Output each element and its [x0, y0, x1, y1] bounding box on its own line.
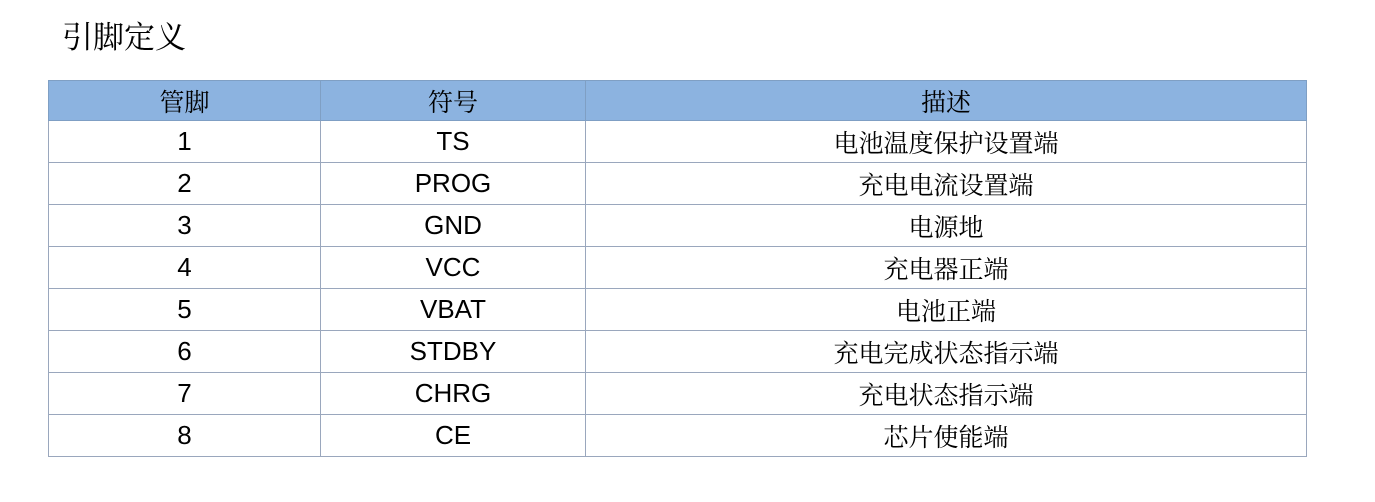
- column-header-symbol: 符号: [321, 81, 586, 121]
- table-row: [49, 205, 1307, 247]
- cell-pin: 3: [49, 205, 321, 247]
- cell-description: 电源地: [586, 205, 1307, 247]
- cell-symbol: CHRG: [321, 373, 586, 415]
- cell-symbol: PROG: [321, 163, 586, 205]
- pin-definition-table: [48, 80, 1307, 457]
- cell-description: 芯片使能端: [586, 415, 1307, 457]
- table-header-row: [49, 81, 1307, 121]
- table-body: [49, 121, 1307, 457]
- cell-description: 电池正端: [586, 289, 1307, 331]
- table-row: [49, 163, 1307, 205]
- table-row: [49, 373, 1307, 415]
- cell-symbol: STDBY: [321, 331, 586, 373]
- cell-description: 充电状态指示端: [586, 373, 1307, 415]
- cell-symbol: CE: [321, 415, 586, 457]
- table-row: [49, 121, 1307, 163]
- cell-pin: 2: [49, 163, 321, 205]
- cell-description: 充电器正端: [586, 247, 1307, 289]
- cell-symbol: VCC: [321, 247, 586, 289]
- table-row: [49, 415, 1307, 457]
- cell-description: 充电电流设置端: [586, 163, 1307, 205]
- cell-pin: 6: [49, 331, 321, 373]
- cell-symbol: GND: [321, 205, 586, 247]
- cell-description: 电池温度保护设置端: [586, 121, 1307, 163]
- cell-symbol: VBAT: [321, 289, 586, 331]
- column-header-description: 描述: [586, 81, 1307, 121]
- cell-pin: 8: [49, 415, 321, 457]
- cell-pin: 5: [49, 289, 321, 331]
- table-row: [49, 247, 1307, 289]
- table-row: [49, 289, 1307, 331]
- cell-description: 充电完成状态指示端: [586, 331, 1307, 373]
- column-header-pin: 管脚: [49, 81, 321, 121]
- page-title: 引脚定义: [62, 20, 186, 55]
- table-header: [49, 81, 1307, 121]
- cell-pin: 4: [49, 247, 321, 289]
- cell-pin: 1: [49, 121, 321, 163]
- cell-pin: 7: [49, 373, 321, 415]
- table-row: [49, 331, 1307, 373]
- cell-symbol: TS: [321, 121, 586, 163]
